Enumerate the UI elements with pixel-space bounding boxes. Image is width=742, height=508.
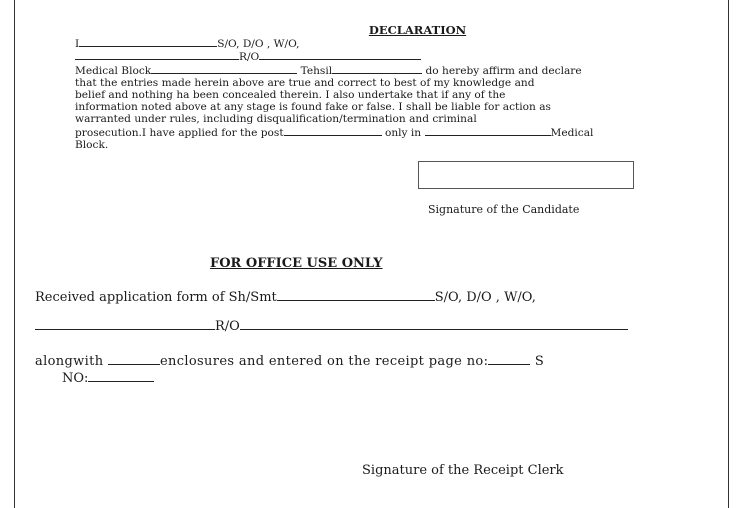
office-line-1	[35, 288, 536, 305]
declaration-section	[75, 24, 685, 151]
tehsil-label: Tehsil	[300, 64, 333, 77]
office-residence-blank[interactable]	[240, 317, 628, 330]
enclosures-text: enclosures and entered on the receipt page no:	[159, 354, 489, 369]
post-label: prosecution.I have applied for the post	[75, 126, 284, 139]
tehsil-blank[interactable]	[332, 64, 422, 74]
declaration-line-7: warranted under rules, including disqualification/termination and criminal	[75, 113, 477, 126]
medical-block-label: Medical Block	[75, 64, 152, 77]
declaration-line-4: that the entries made herein above are true and correct to best of my knowledge and	[75, 76, 535, 89]
enclosures-blank[interactable]	[108, 352, 160, 365]
block-blank[interactable]	[425, 126, 551, 136]
residence-blank[interactable]	[259, 50, 421, 60]
candidate-signature-label: Signature of the Candidate	[428, 203, 580, 216]
office-line-3	[35, 352, 544, 369]
declaration-line-8	[75, 126, 685, 139]
declaration-line-1	[75, 37, 685, 50]
relation-name-blank[interactable]	[75, 50, 239, 60]
declaration-line-9: Block.	[75, 138, 109, 151]
only-in-label: only in	[384, 126, 422, 139]
alongwith-label: alongwith	[35, 354, 104, 369]
declaration-i-label: I	[75, 38, 80, 51]
medical-label: Medical	[550, 126, 594, 139]
serial-no-blank[interactable]	[88, 369, 154, 382]
medical-block-blank[interactable]	[151, 64, 297, 74]
name-blank[interactable]	[79, 37, 217, 47]
office-relation-blank[interactable]	[35, 317, 215, 330]
candidate-signature-box[interactable]	[418, 161, 634, 189]
declaration-title: DECLARATION	[368, 23, 467, 37]
declaration-line-3	[75, 64, 685, 77]
ro-label: R/O	[239, 51, 260, 64]
declaration-line-5: belief and nothing ha been concealed therein. I also undertake that if any of the	[75, 89, 506, 102]
s-label: S	[534, 354, 545, 369]
office-ro-label: R/O	[215, 319, 240, 334]
relation-label: S/O, D/O , W/O,	[217, 38, 300, 51]
office-line-2	[35, 317, 628, 334]
declaration-line-6: information noted above at any stage is found fake or false. I shall be liable for action as	[75, 101, 551, 114]
office-relation-label: S/O, D/O , W/O,	[434, 290, 536, 305]
receipt-clerk-signature-label: Signature of the Receipt Clerk	[362, 463, 564, 478]
applicant-name-blank[interactable]	[277, 288, 435, 301]
office-line-4	[62, 369, 154, 386]
receipt-page-blank[interactable]	[488, 352, 530, 365]
affirm-text: do hereby affirm and declare	[425, 64, 582, 77]
no-label: NO:	[62, 371, 89, 386]
received-label: Received application form of Sh/Smt	[35, 290, 277, 305]
post-blank[interactable]	[284, 126, 382, 136]
declaration-line-2	[75, 50, 685, 63]
office-use-title: FOR OFFICE USE ONLY	[210, 256, 383, 271]
